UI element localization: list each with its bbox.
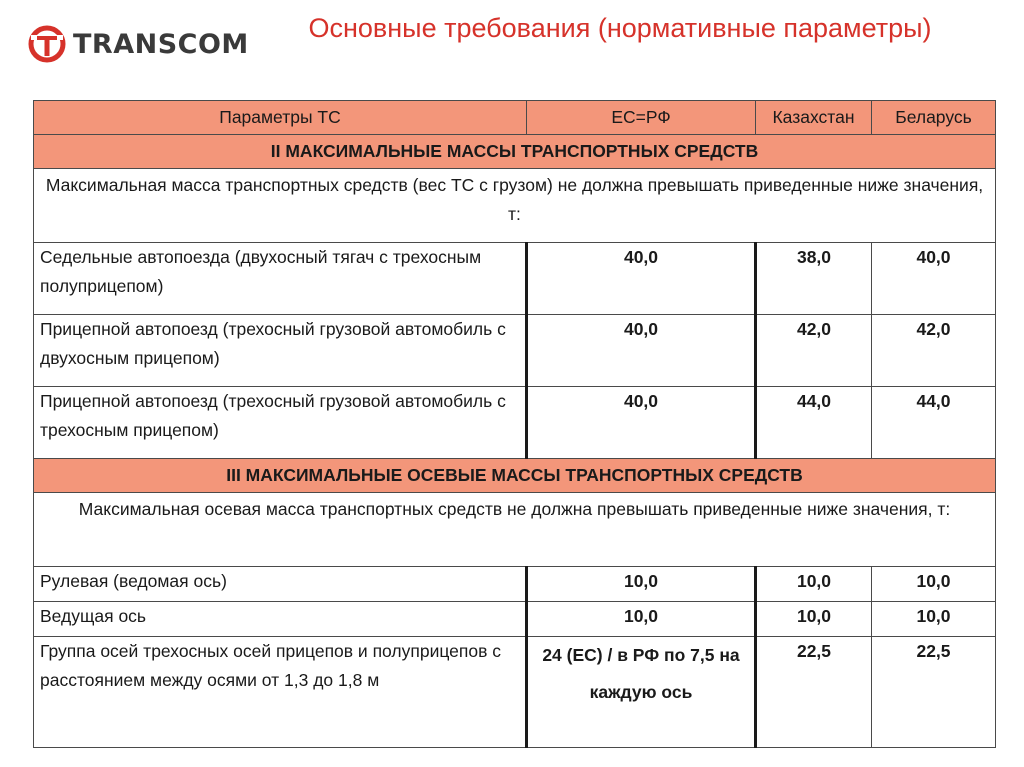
param-cell: Ведущая ось [34,602,527,637]
param-cell: Группа осей трехосных осей прицепов и полуприцепов с расстоянием между осями от 1,3 до 1,8 м [34,637,527,748]
section-header [34,135,996,169]
table-row [34,602,996,637]
section-note-row [34,169,996,243]
value-belarus: 10,0 [872,602,996,637]
value-belarus: 10,0 [872,567,996,602]
table-row [34,243,996,315]
section-header [34,459,996,493]
value-kazakhstan: 10,0 [756,567,872,602]
value-belarus: 22,5 [872,637,996,748]
table-row [34,315,996,387]
header-belarus: Беларусь [872,101,996,135]
value-kazakhstan: 22,5 [756,637,872,748]
value-kazakhstan: 42,0 [756,315,872,387]
header-kazakhstan: Казахстан [756,101,872,135]
transcom-logo-icon [27,24,67,64]
header-eu-rf: ЕС=РФ [527,101,756,135]
param-cell: Рулевая (ведомая ось) [34,567,527,602]
param-cell: Прицепной автопоезд (трехосный грузовой автомобиль с двухосным прицепом) [34,315,527,387]
page-title: Основные требования (нормативные параметры) [308,13,932,43]
section-note: Максимальная масса транспортных средств (вес ТС с грузом) не должна превышать приведенные ниже значения, т: [34,169,996,243]
value-kazakhstan: 38,0 [756,243,872,315]
section-note-row [34,493,996,567]
section-title: II МАКСИМАЛЬНЫЕ МАССЫ ТРАНСПОРТНЫХ СРЕДСТВ [34,135,996,169]
logo [27,24,249,64]
value-kazakhstan: 44,0 [756,387,872,459]
section-note: Максимальная осевая масса транспортных средств не должна превышать приведенные ниже значения, т: [34,493,996,567]
section-title: III МАКСИМАЛЬНЫЕ ОСЕВЫЕ МАССЫ ТРАНСПОРТНЫХ СРЕДСТВ [34,459,996,493]
logo-text: TRANSCOM [73,28,249,60]
param-cell: Седельные автопоезда (двухосный тягач с трехосным полуприцепом) [34,243,527,315]
value-eu-rf: 40,0 [527,315,756,387]
value-eu-rf: 10,0 [527,602,756,637]
header-params: Параметры ТС [34,101,527,135]
value-eu-rf: 24 (ЕС) / в РФ по 7,5 на каждую ось [527,637,756,748]
value-kazakhstan: 10,0 [756,602,872,637]
value-eu-rf: 40,0 [527,387,756,459]
table-row [34,387,996,459]
value-eu-rf: 40,0 [527,243,756,315]
value-belarus: 42,0 [872,315,996,387]
table-row [34,637,996,748]
value-belarus: 40,0 [872,243,996,315]
table-header-row [34,101,996,135]
table-row [34,567,996,602]
value-belarus: 44,0 [872,387,996,459]
param-cell: Прицепной автопоезд (трехосный грузовой автомобиль с трехосным прицепом) [34,387,527,459]
requirements-table [33,100,996,748]
value-eu-rf: 10,0 [527,567,756,602]
